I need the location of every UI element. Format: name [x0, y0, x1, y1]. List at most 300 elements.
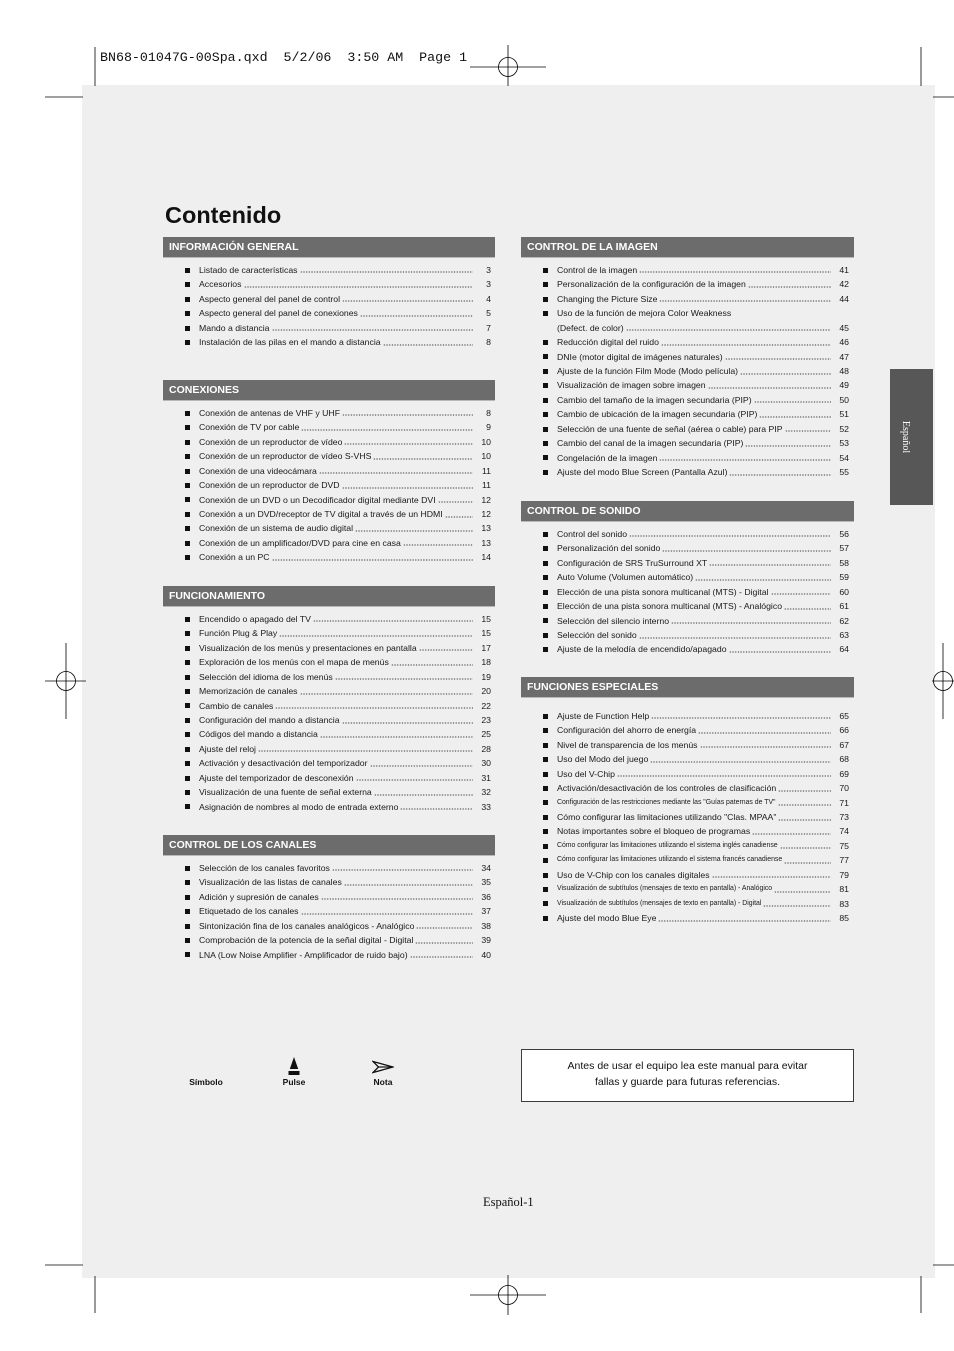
- bullet-square-icon: [543, 757, 548, 762]
- toc-entry-title: Etiquetado de los canales: [199, 906, 299, 917]
- dot-leader: [279, 635, 473, 637]
- legend-item-pulse: [272, 1054, 316, 1088]
- toc-entry-title: Congelación de la imagen: [557, 452, 658, 463]
- section-entries: [163, 257, 495, 350]
- toc-entry: [521, 738, 849, 752]
- toc-entry-page: 28: [481, 743, 491, 754]
- section-entries: [521, 257, 854, 480]
- toc-entry: [521, 868, 849, 882]
- toc-entry-page: 9: [486, 422, 491, 433]
- toc-entry-title: Conexión de TV por cable: [199, 422, 300, 433]
- bullet-square-icon: [185, 646, 190, 651]
- toc-entry-page: 55: [839, 467, 849, 478]
- dot-leader: [258, 750, 473, 752]
- toc-entry-page: 39: [481, 935, 491, 946]
- toc-entry: [163, 536, 491, 550]
- toc-entry-title: Encendido o apagado del TV: [199, 613, 311, 624]
- bullet-square-icon: [543, 311, 548, 316]
- bullet-square-icon: [543, 441, 548, 446]
- dot-leader: [752, 833, 831, 835]
- toc-entry: [521, 767, 849, 781]
- bullet-square-icon: [543, 282, 548, 287]
- toc-entry-page: 77: [839, 855, 849, 866]
- bullet-square-icon: [543, 354, 548, 359]
- toc-entry-title: Visualización de las listas de canales: [199, 877, 342, 888]
- dot-leader: [784, 608, 831, 610]
- toc-entry-title: Visualización de los menús y presentaciones en pantalla: [199, 642, 417, 653]
- toc-entry: [521, 643, 849, 657]
- toc-entry: [163, 684, 491, 698]
- bullet-square-icon: [543, 800, 548, 805]
- legend-item-simbolo: [184, 1054, 228, 1088]
- toc-entry: [521, 306, 849, 320]
- registration-mark-top: [470, 45, 546, 86]
- toc-entry-page: 42: [839, 279, 849, 290]
- registration-circle: [499, 58, 518, 77]
- toc-entry: [163, 933, 491, 947]
- toc-entry-title: Ajuste del reloj: [199, 743, 256, 754]
- toc-entry-page: 5: [486, 308, 491, 319]
- registration-circle: [934, 672, 953, 691]
- dot-leader: [725, 358, 831, 360]
- bullet-square-icon: [185, 411, 190, 416]
- dot-leader: [313, 620, 473, 622]
- dot-leader: [745, 445, 831, 447]
- toc-entry-page: 50: [839, 394, 849, 405]
- bullet-square-icon: [185, 555, 190, 560]
- toc-entry-title: Nivel de transparencia de los menús: [557, 739, 698, 750]
- bullet-square-icon: [543, 901, 548, 906]
- bullet-square-icon: [185, 512, 190, 517]
- bullet-square-icon: [543, 743, 548, 748]
- toc-entry-page: 18: [481, 657, 491, 668]
- toc-entry-title: Elección de una pista sonora multicanal (MTS) - Digital: [557, 586, 769, 597]
- registration-mark-right: [932, 643, 954, 719]
- dot-leader: [275, 707, 473, 709]
- press-icon-bar: [289, 1071, 300, 1075]
- toc-entry: [521, 541, 849, 555]
- bullet-square-icon: [185, 952, 190, 957]
- toc-entry-title: Exploración de los menús con el mapa de menús: [199, 657, 389, 668]
- toc-entry-title: Ajuste de la melodía de encendido/apagado: [557, 644, 727, 655]
- dot-leader: [700, 746, 831, 748]
- section-conexiones: [163, 380, 495, 565]
- section-funcionamiento: [163, 586, 495, 814]
- toc-entry-title: Sintonización fina de los canales analógicos - Analógico: [199, 920, 415, 931]
- toc-entry: [163, 420, 491, 434]
- toc-entry-page: 56: [839, 528, 849, 539]
- dot-leader: [661, 344, 831, 346]
- bullet-square-icon: [543, 297, 548, 302]
- toc-entry-page: 71: [839, 797, 849, 808]
- dot-leader: [759, 416, 831, 418]
- toc-entry-page: 10: [481, 436, 491, 447]
- dot-leader: [383, 344, 473, 346]
- legend-label: Símbolo: [189, 1077, 223, 1087]
- section-funciones-especiales: [521, 677, 854, 926]
- section-entries: [163, 855, 495, 962]
- toc-entry: [521, 796, 849, 810]
- registration-circle: [57, 672, 76, 691]
- toc-entry-page: 51: [839, 409, 849, 420]
- section-control-de-la-imagen: [521, 237, 854, 480]
- toc-entry: [163, 641, 491, 655]
- dot-leader: [344, 443, 473, 445]
- toc-entry-title: Cambio del canal de la imagen secundaria (PIP): [557, 438, 744, 449]
- toc-entry: [521, 585, 849, 599]
- dot-leader: [301, 913, 474, 915]
- bullet-square-icon: [543, 268, 548, 273]
- dot-leader: [662, 550, 831, 552]
- toc-entry-page: 11: [481, 480, 491, 491]
- dot-leader: [771, 593, 832, 595]
- toc-entry-title: Uso de V-Chip con los canales digitales: [557, 869, 710, 880]
- toc-entry-page: 40: [481, 949, 491, 960]
- toc-entry-title: Aspecto general del panel de conexiones: [199, 308, 358, 319]
- toc-entry: [163, 478, 491, 492]
- dot-leader: [342, 414, 473, 416]
- toc-entry-page: 13: [481, 523, 491, 534]
- dot-leader: [780, 847, 831, 849]
- toc-entry-title: Conexión de antenas de VHF y UHF: [199, 407, 341, 418]
- bullet-square-icon: [185, 689, 190, 694]
- toc-entry-page: 12: [481, 494, 491, 505]
- toc-entry-page: 83: [839, 898, 849, 909]
- toc-entry-page: 15: [481, 613, 491, 624]
- toc-entry-title: Activación y desactivación del temporizador: [199, 758, 368, 769]
- toc-entry: [163, 861, 491, 875]
- section-header: FUNCIONES ESPECIALES: [521, 677, 854, 697]
- toc-entry-page: 49: [839, 380, 849, 391]
- toc-entry: [163, 522, 491, 536]
- toc-entry-title: Conexión de una videocámara: [199, 465, 317, 476]
- section-control-de-los-canales: [163, 835, 495, 962]
- toc-entry-title: Cambio de ubicación de la imagen secundaria (PIP): [557, 409, 758, 420]
- toc-entry-title: Uso de la función de mejora Color Weakness: [557, 308, 732, 319]
- toc-entry-title: Control de la imagen: [557, 264, 638, 275]
- dot-leader: [695, 579, 831, 581]
- toc-entry-page: 46: [839, 337, 849, 348]
- toc-entry: [521, 350, 849, 364]
- bullet-square-icon: [185, 297, 190, 302]
- bullet-square-icon: [543, 873, 548, 878]
- bullet-square-icon: [185, 469, 190, 474]
- toc-entry-page: 31: [481, 772, 491, 783]
- bullet-square-icon: [543, 786, 548, 791]
- toc-entry: [521, 422, 849, 436]
- dot-leader: [321, 898, 473, 900]
- bullet-square-icon: [185, 804, 190, 809]
- dot-leader: [415, 942, 473, 944]
- dot-leader: [445, 516, 473, 518]
- bullet-square-icon: [543, 633, 548, 638]
- toc-entry-title: Conexión de un sistema de audio digital: [199, 523, 354, 534]
- bullet-square-icon: [185, 326, 190, 331]
- toc-entry: [163, 335, 491, 349]
- toc-entry-title: Configuración de las restricciones mediante las "Guías paternas de TV": [557, 798, 776, 806]
- toc-entry-title: Conexión de un reproductor de vídeo S-VHS: [199, 451, 372, 462]
- toc-entry: [521, 556, 849, 570]
- toc-entry: [521, 364, 849, 378]
- toc-entry: [163, 464, 491, 478]
- notice-box: [521, 1049, 854, 1102]
- bullet-square-icon: [185, 718, 190, 723]
- bullet-square-icon: [185, 747, 190, 752]
- toc-entry: [163, 875, 491, 889]
- dot-leader: [244, 286, 474, 288]
- toc-entry: [163, 493, 491, 507]
- bullet-square-icon: [543, 369, 548, 374]
- toc-entry: [521, 628, 849, 642]
- bullet-square-icon: [543, 728, 548, 733]
- bullet-square-icon: [185, 497, 190, 502]
- toc-entry: [163, 890, 491, 904]
- toc-entry-title: Selección de una fuente de señal (aérea o cable) para PIP: [557, 423, 783, 434]
- toc-entry-title: Ajuste del temporizador de desconexión: [199, 772, 354, 783]
- toc-entry-page: 8: [486, 337, 491, 348]
- toc-entry: [521, 451, 849, 465]
- toc-entry-title: Cambio del tamaño de la imagen secundaria (PIP): [557, 394, 752, 405]
- dot-leader: [332, 869, 473, 871]
- dot-leader: [639, 271, 831, 273]
- bullet-square-icon: [543, 604, 548, 609]
- toc-entry-page: 57: [839, 543, 849, 554]
- bullet-square-icon: [185, 340, 190, 345]
- section-control-de-sonido: [521, 501, 854, 657]
- section-header: CONEXIONES: [163, 380, 495, 400]
- toc-entry-title: Conexión de un reproductor de DVD: [199, 480, 340, 491]
- toc-entry-title: Uso del Modo del juego: [557, 754, 649, 765]
- dot-leader: [729, 651, 831, 653]
- dot-leader: [729, 474, 831, 476]
- toc-entry-page: 35: [481, 877, 491, 888]
- toc-entry-page: 3: [486, 264, 491, 275]
- toc-entry-page: 73: [839, 812, 849, 823]
- dot-leader: [416, 927, 473, 929]
- toc-entry-title: Cambio de canales: [199, 700, 274, 711]
- toc-entry: [163, 292, 491, 306]
- toc-entry-title: (Defect. de color): [557, 322, 624, 333]
- toc-entry-title: Personalización del sonido: [557, 543, 661, 554]
- toc-entry-title: LNA (Low Noise Amplifier - Amplificador de ruido bajo): [199, 949, 408, 960]
- dot-leader: [785, 430, 831, 432]
- dot-leader: [342, 300, 473, 302]
- toc-entry-title: Auto Volume (Volumen automático): [557, 572, 694, 583]
- toc-entry: [521, 527, 849, 541]
- bullet-square-icon: [185, 454, 190, 459]
- toc-entry: [521, 599, 849, 613]
- toc-entry-page: 36: [481, 891, 491, 902]
- toc-entry-title: Visualización de imagen sobre imagen: [557, 380, 706, 391]
- toc-entry-page: 69: [839, 768, 849, 779]
- dot-leader: [391, 664, 473, 666]
- bullet-square-icon: [185, 880, 190, 885]
- legend-icon-slot: [272, 1054, 316, 1076]
- toc-entry-title: Cómo configurar las limitaciones utilizando el sistema francés canadiense: [557, 856, 783, 864]
- dot-leader: [342, 722, 473, 724]
- toc-entry-title: Función Plug & Play: [199, 628, 278, 639]
- toc-entry-title: Conexión de un reproductor de vídeo: [199, 436, 343, 447]
- dot-leader: [754, 401, 831, 403]
- legend-label: Pulse: [282, 1077, 306, 1087]
- bullet-square-icon: [543, 470, 548, 475]
- toc-entry-page: 41: [839, 264, 849, 275]
- toc-entry: [163, 550, 491, 564]
- toc-entry: [163, 612, 491, 626]
- toc-entry-page: 34: [481, 862, 491, 873]
- notice-line: Antes de usar el equipo lea este manual para evitar: [567, 1060, 808, 1072]
- toc-entry-page: 3: [486, 279, 491, 290]
- section-informacion-general: [163, 237, 495, 350]
- dot-leader: [300, 693, 473, 695]
- toc-entry-page: 63: [839, 630, 849, 641]
- toc-entry: [163, 728, 491, 742]
- bullet-square-icon: [185, 631, 190, 636]
- dot-leader: [774, 891, 831, 893]
- bullet-square-icon: [185, 790, 190, 795]
- bullet-square-icon: [185, 909, 190, 914]
- bullet-square-icon: [185, 776, 190, 781]
- bullet-square-icon: [185, 541, 190, 546]
- toc-entry: [163, 406, 491, 420]
- bullet-square-icon: [185, 617, 190, 622]
- bullet-square-icon: [185, 924, 190, 929]
- toc-entry-page: 13: [481, 537, 491, 548]
- toc-entry: [521, 897, 849, 911]
- dot-leader: [320, 736, 473, 738]
- toc-entry-title: Códigos del mando a distancia: [199, 729, 318, 740]
- bullet-square-icon: [185, 895, 190, 900]
- bullet-square-icon: [185, 440, 190, 445]
- bullet-square-icon: [543, 561, 548, 566]
- dot-leader: [659, 300, 831, 302]
- toc-entry: [521, 465, 849, 479]
- language-tab-label: Español: [900, 420, 911, 454]
- toc-entry-page: 62: [839, 615, 849, 626]
- toc-entry-title: Visualización de subtítulos (mensajes de texto en pantalla) - Digital: [557, 899, 762, 907]
- toc-entry-title: Conexión a un DVD/receptor de TV digital a través de un HDMI: [199, 509, 443, 520]
- toc-entry-title: Selección del silencio interno: [557, 615, 670, 626]
- toc-entry: [163, 306, 491, 320]
- press-icon-triangle: [290, 1057, 298, 1069]
- toc-entry: [521, 335, 849, 349]
- toc-entry-title: Ajuste de Function Help: [557, 710, 650, 721]
- bullet-square-icon: [543, 618, 548, 623]
- bullet-square-icon: [543, 772, 548, 777]
- language-tab: [890, 369, 933, 505]
- bullet-square-icon: [543, 532, 548, 537]
- toc-entry-title: Mando a distancia: [199, 322, 270, 333]
- registration-mark-bottom: [470, 1275, 546, 1315]
- toc-entry: [163, 263, 491, 277]
- section-entries: [163, 606, 495, 814]
- toc-entry-page: 64: [839, 644, 849, 655]
- toc-entry-page: 17: [481, 642, 491, 653]
- toc-entry-page: 4: [486, 293, 491, 304]
- bullet-square-icon: [185, 425, 190, 430]
- bullet-square-icon: [543, 455, 548, 460]
- dot-leader: [658, 920, 831, 922]
- bullet-square-icon: [185, 761, 190, 766]
- toc-entry-page: 14: [481, 552, 491, 563]
- toc-entry-title: Uso del V-Chip: [557, 768, 615, 779]
- toc-entry: [521, 839, 849, 853]
- toc-entry: [163, 904, 491, 918]
- toc-entry-title: Reducción digital del ruido: [557, 337, 659, 348]
- bullet-square-icon: [543, 575, 548, 580]
- bullet-square-icon: [543, 714, 548, 719]
- dot-leader: [335, 678, 473, 680]
- bullet-square-icon: [543, 340, 548, 345]
- bullet-square-icon: [185, 660, 190, 665]
- toc-entry: [521, 263, 849, 277]
- toc-entry: [163, 785, 491, 799]
- toc-entry: [521, 277, 849, 291]
- toc-entry: [163, 699, 491, 713]
- toc-entry: [521, 723, 849, 737]
- toc-entry-title: Ajuste del modo Blue Eye: [557, 913, 657, 924]
- bullet-square-icon: [543, 887, 548, 892]
- toc-entry-page: 70: [839, 783, 849, 794]
- page-folio: Español-1: [483, 1195, 534, 1209]
- toc-entry-page: 53: [839, 438, 849, 449]
- toc-entry-title: Configuración del ahorro de energía: [557, 725, 697, 736]
- toc-entry-title: Cómo configurar las limitaciones utilizando "Clas. MPAA": [557, 812, 777, 823]
- toc-entry: [521, 321, 849, 335]
- toc-entry-page: 8: [486, 407, 491, 418]
- dot-leader: [698, 732, 831, 734]
- section-entries: [521, 697, 854, 926]
- dot-leader: [709, 564, 831, 566]
- dot-leader: [272, 559, 473, 561]
- bullet-square-icon: [185, 268, 190, 273]
- toc-entry: [163, 277, 491, 291]
- legend-item-nota: [361, 1054, 405, 1088]
- toc-entry-page: 38: [481, 920, 491, 931]
- toc-entry-page: 81: [839, 884, 849, 895]
- dot-leader: [712, 876, 831, 878]
- bullet-square-icon: [185, 282, 190, 287]
- toc-entry-page: 58: [839, 557, 849, 568]
- notice-line: fallas y guarde para futuras referencias.: [594, 1076, 781, 1088]
- toc-entry-page: 54: [839, 452, 849, 463]
- toc-entry-page: 23: [481, 715, 491, 726]
- section-header: CONTROL DE LOS CANALES: [163, 835, 495, 855]
- section-header: CONTROL DE SONIDO: [521, 501, 854, 521]
- toc-entry: [521, 292, 849, 306]
- toc-entry: [521, 614, 849, 628]
- legend-label: Nota: [373, 1077, 393, 1087]
- dot-leader: [438, 501, 473, 503]
- toc-entry-page: 22: [481, 700, 491, 711]
- bullet-square-icon: [543, 590, 548, 595]
- toc-entry-title: Control del sonido: [557, 528, 628, 539]
- toc-entry-page: 44: [839, 293, 849, 304]
- slug-line: BN68-01047G-00Spa.qxd 5/2/06 3:50 AM Page 1: [100, 50, 468, 65]
- dot-leader: [342, 487, 473, 489]
- toc-entry: [521, 882, 849, 896]
- bullet-square-icon: [185, 866, 190, 871]
- toc-entry: [521, 752, 849, 766]
- toc-entry: [163, 948, 491, 962]
- toc-entry: [163, 919, 491, 933]
- toc-entry-page: 66: [839, 725, 849, 736]
- toc-entry: [163, 742, 491, 756]
- toc-entry-page: 37: [481, 906, 491, 917]
- dot-leader: [659, 459, 831, 461]
- bullet-square-icon: [543, 916, 548, 921]
- bullet-square-icon: [543, 546, 548, 551]
